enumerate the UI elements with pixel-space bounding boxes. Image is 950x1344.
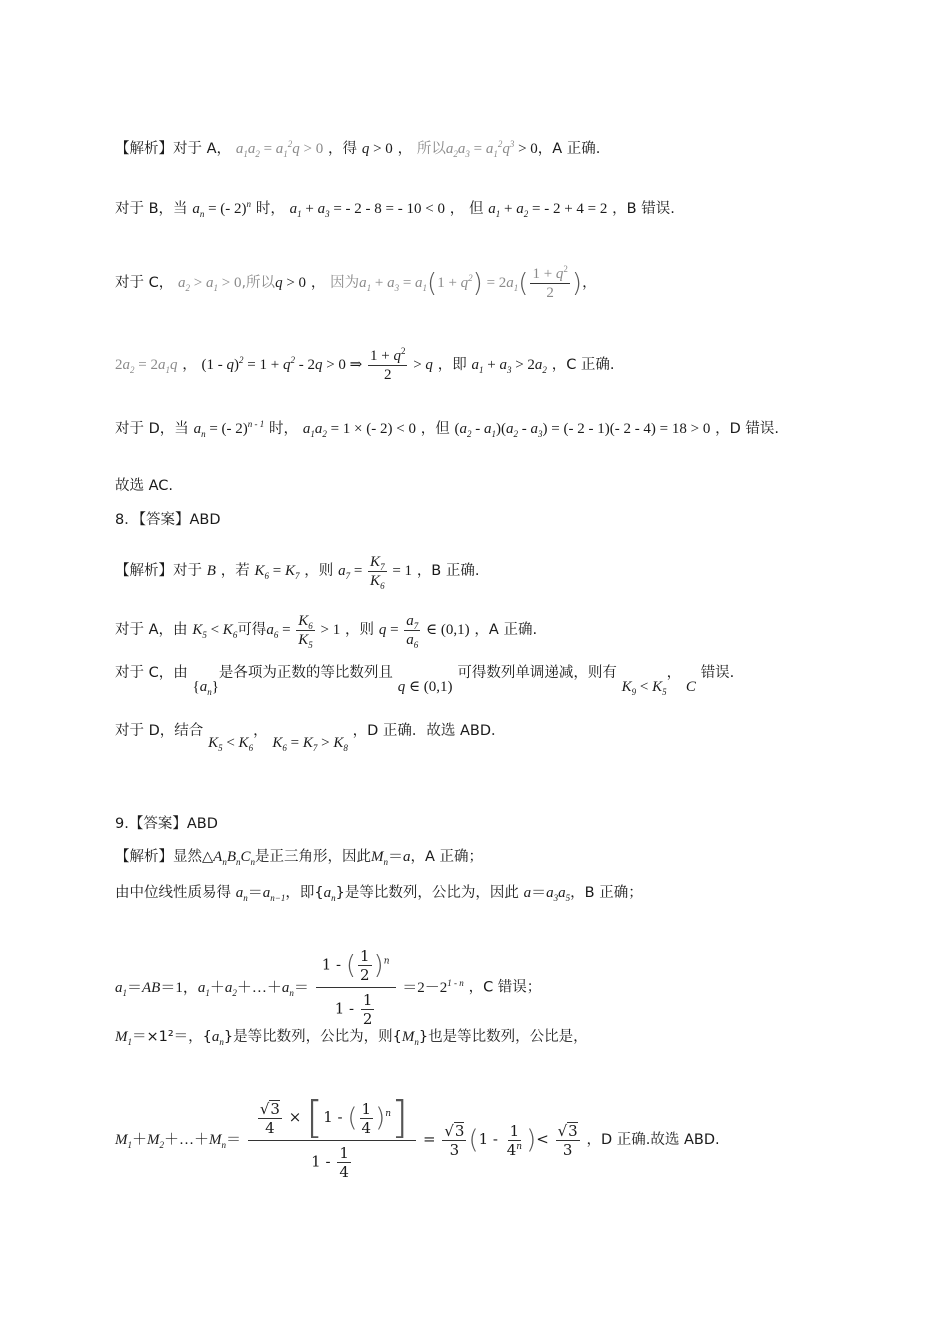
q9-l4-a: ＝×1²＝，{ (132, 1029, 212, 1045)
q8-formula-a2: $a_6$ = $\frac{K_6}{K_5}$ > 1 (266, 613, 341, 650)
q9-l4-b: }是等比数列，公比为，则{ (223, 1029, 402, 1045)
q7-c-end: ， (582, 274, 597, 291)
q7-c2-ji: ，即 (437, 356, 467, 373)
q7-formula-d2: $a_1a_2 = 1$ × (- 2) < 0 (302, 421, 416, 439)
q8-a-kede: 可得 (237, 621, 267, 638)
q7-formula-d1: $a_n$ = (- 2)$^{n - 1}$ (193, 419, 265, 439)
q9-l1-formula: $M_n=a$ (371, 849, 411, 867)
q8-formula-a1: $K_5 < K_6$ (192, 621, 238, 640)
q9-l4-m1: $M_1$ (115, 1029, 132, 1047)
q9-l2-mid: ，即{ (285, 885, 324, 901)
q8-b-end: ，B 正确. (416, 562, 480, 579)
q7-formula-b1: $a_n$ = (- 2)$^n$ (192, 199, 252, 219)
q7-formula-c3: $a_1 + a_3 = a_1(1 + q^2) = 2a_1$( $\frac{1 + q^2}{2}$ ) (359, 264, 583, 301)
q8-ze: ，则 (304, 562, 334, 579)
q9-l3-formula2: $=2-2^{1 - n}$ (402, 977, 464, 996)
q9-line-5 (115, 1092, 720, 1181)
q7-jiexi-label: 【解析】对于 A， (115, 141, 232, 157)
q7-c-suoyi: ,所以 (241, 274, 276, 291)
q7-line-b (115, 198, 675, 219)
q9-l2-end: ，B 正确； (570, 885, 643, 901)
q7-c2-end: ，C 正确. (551, 356, 615, 373)
q7-b-comma: ， (449, 201, 465, 217)
q8-line-d (115, 720, 506, 753)
q9-l4-c: }也是等比数列，公比是， (418, 1029, 588, 1045)
q8-c-sep: ， (666, 665, 682, 681)
q8-formula-d2: $K_6 = K_7 > K_8$ (272, 735, 348, 753)
q7-formula-c1: $a_2 > a_1 > 0$ (178, 274, 242, 293)
q8-d-sep: ， (253, 723, 268, 739)
q7-formula-b3: $a_1 + a_2$ = - 2 + 4 = 2 (488, 201, 608, 219)
q8-jiexi-prefix: 【解析】对于 (115, 562, 202, 579)
q7-b-but: 但 (469, 201, 484, 217)
q7-c-sep: ， (310, 274, 326, 291)
q8-var-b: B (206, 562, 216, 579)
q8-line-c (115, 662, 735, 697)
q8-formula-c2: q ∈ (0,1) (397, 679, 453, 695)
q9-l1-prefix: 【解析】显然△ (115, 849, 214, 865)
q7-line-a (115, 138, 600, 159)
q9-l3-formula1: $a_1=AB=1$，$a_1+a_2+\dots+a_n=$ (115, 979, 309, 998)
q8-a-ze: ，则 (345, 621, 375, 638)
q7-formula-a3: $a_2a_3 = a_1^2q^3 > 0$ (445, 139, 538, 159)
q9-l1-triangle: $A_nB_nC_n$ (213, 849, 256, 867)
q7-c-prefix: 对于 C， (115, 274, 174, 291)
q8-a-end: ，A 正确. (474, 621, 538, 638)
q8-c-prefix: 对于 C，由 (115, 665, 188, 681)
q7-formula-c4: $2a_2 = 2a_1q$ (115, 356, 178, 375)
q9-line-1 (115, 846, 483, 867)
q7-formula-a2: q > 0 (361, 141, 393, 157)
q9-l2-formula2: $a=a_3a_5$ (523, 885, 571, 903)
q7-c-yinwei: 因为 (330, 274, 360, 291)
q9-l5-end: ，D 正确.故选 ABD. (586, 1132, 720, 1148)
q8-formula-b1: $K_6 = K_7$ (254, 562, 300, 581)
q9-l2-mid2: }是等比数列，公比为，因此 (335, 885, 519, 901)
q7-formula-a1: $a_1a_2 = a_1^2q > 0$ (235, 139, 324, 159)
q7-b-shi: 时， (255, 201, 285, 217)
q8-ruo: ，若 (220, 562, 250, 579)
q7-d-prefix: 对于 D，当 (115, 421, 189, 437)
q8-c-mid2: 可得数列单调递减，则有 (457, 665, 617, 681)
q7-formula-b2: $a_1 + a_3$ = - 2 - 8 = - 10 < 0 (289, 201, 445, 219)
q7-formula-c2: q > 0 (275, 274, 307, 291)
q7-text-a-end: ，A 正确. (537, 141, 601, 157)
q7-line-d (115, 418, 779, 439)
q9-l4-mn: $M_n$ (401, 1029, 419, 1047)
q9-l2-formula1: $a_n=a_{n-1}$ (235, 885, 286, 903)
q8-var-c: C (685, 679, 696, 695)
q7-text-sep: ， (397, 141, 413, 157)
q9-line-2 (115, 882, 643, 903)
q7-text-suoyi: 所以 (416, 141, 446, 157)
q7-formula-c6: $a_1 + a_3 > 2a_2$ (471, 356, 547, 375)
q9-l1-mid: 是正三角形，因此 (255, 849, 372, 865)
q7-line-c1 (115, 266, 597, 301)
q8-formula-a3: q = $\frac{a_7}{a_6}$ ∈ (0,1) (378, 613, 470, 650)
q7-conclusion: 故选 AC. (115, 478, 174, 494)
q8-header: 8．【答案】ABD (115, 512, 221, 528)
q7-line-c2 (115, 348, 615, 383)
q9-l1-end: ，A 正确； (410, 849, 484, 865)
q7-d-end: ，D 错误. (715, 421, 780, 437)
q7-formula-d3: $(a_2 - a_1)(a_2 - a_3)$ = (- 2 - 1)(- 2 - 4) = 18 > 0 (454, 421, 711, 439)
q7-b-end: ，B 错误. (612, 201, 675, 217)
q9-l4-an: $a_n$ (211, 1029, 224, 1047)
q7-b-prefix: 对于 B，当 (115, 201, 188, 217)
q9-line-4 (115, 1026, 588, 1047)
q9-l5-formula2: = $\frac{√3}{3}$ (1 - $\frac{1}{4^n}$ )< $\frac{√3}{3}$ (422, 1121, 578, 1159)
q7-c2-sep: ， (182, 356, 197, 373)
q7-formula-c5: $(1 - q)^2 = 1 + q^2 - 2q > 0$ ⇒ $\frac{1 + q^2}{2}$ > q (201, 346, 433, 383)
q8-c-end: 错误. (700, 665, 735, 681)
q7-d-but: ，但 (420, 421, 450, 437)
q9-l2-prefix: 由中位线性质易得 (115, 885, 231, 901)
q8-line-a (115, 613, 537, 648)
q9-l2-an: $a_n$ (323, 885, 336, 903)
q9-l3-end: ，C 错误； (468, 979, 542, 996)
q8-formula-d1: $K_5 < K_6$ (208, 735, 254, 753)
q8-d-end: ，D 正确．故选 ABD． (352, 723, 506, 739)
q8-c-mid: 是各项为正数的等比数列且 (218, 665, 393, 681)
q9-line-3 (115, 948, 541, 1027)
q9-header: 9.【答案】ABD (115, 816, 218, 832)
q7-d-shi: 时， (269, 421, 299, 437)
q8-line-b (115, 554, 479, 589)
q7-text-de: ，得 (328, 141, 358, 157)
q8-formula-c1: $\{a_n\}$ (192, 679, 219, 697)
q9-l5-fraction: $\frac{√3}{4}$ × [1 - ( $\frac{1}{4}$ )$^n$] 1 - $\frac{1}{4}$ (248, 1100, 416, 1180)
q8-formula-b2: $a_7$ = $\frac{K_7}{K_6}$ = 1 (338, 554, 413, 591)
q9-l3-fraction: 1 - ( $\frac{1}{2}$ )$^n$ 1 - $\frac{1}{2}$ (316, 948, 396, 1027)
q8-d-prefix: 对于 D，结合 (115, 723, 204, 739)
q8-formula-c3: $K_9 < K_5$ (621, 679, 667, 697)
q8-a-prefix: 对于 A，由 (115, 621, 188, 638)
q9-l5-formula1: $M_1+M_2+\dots+M_n=$ (115, 1132, 242, 1150)
